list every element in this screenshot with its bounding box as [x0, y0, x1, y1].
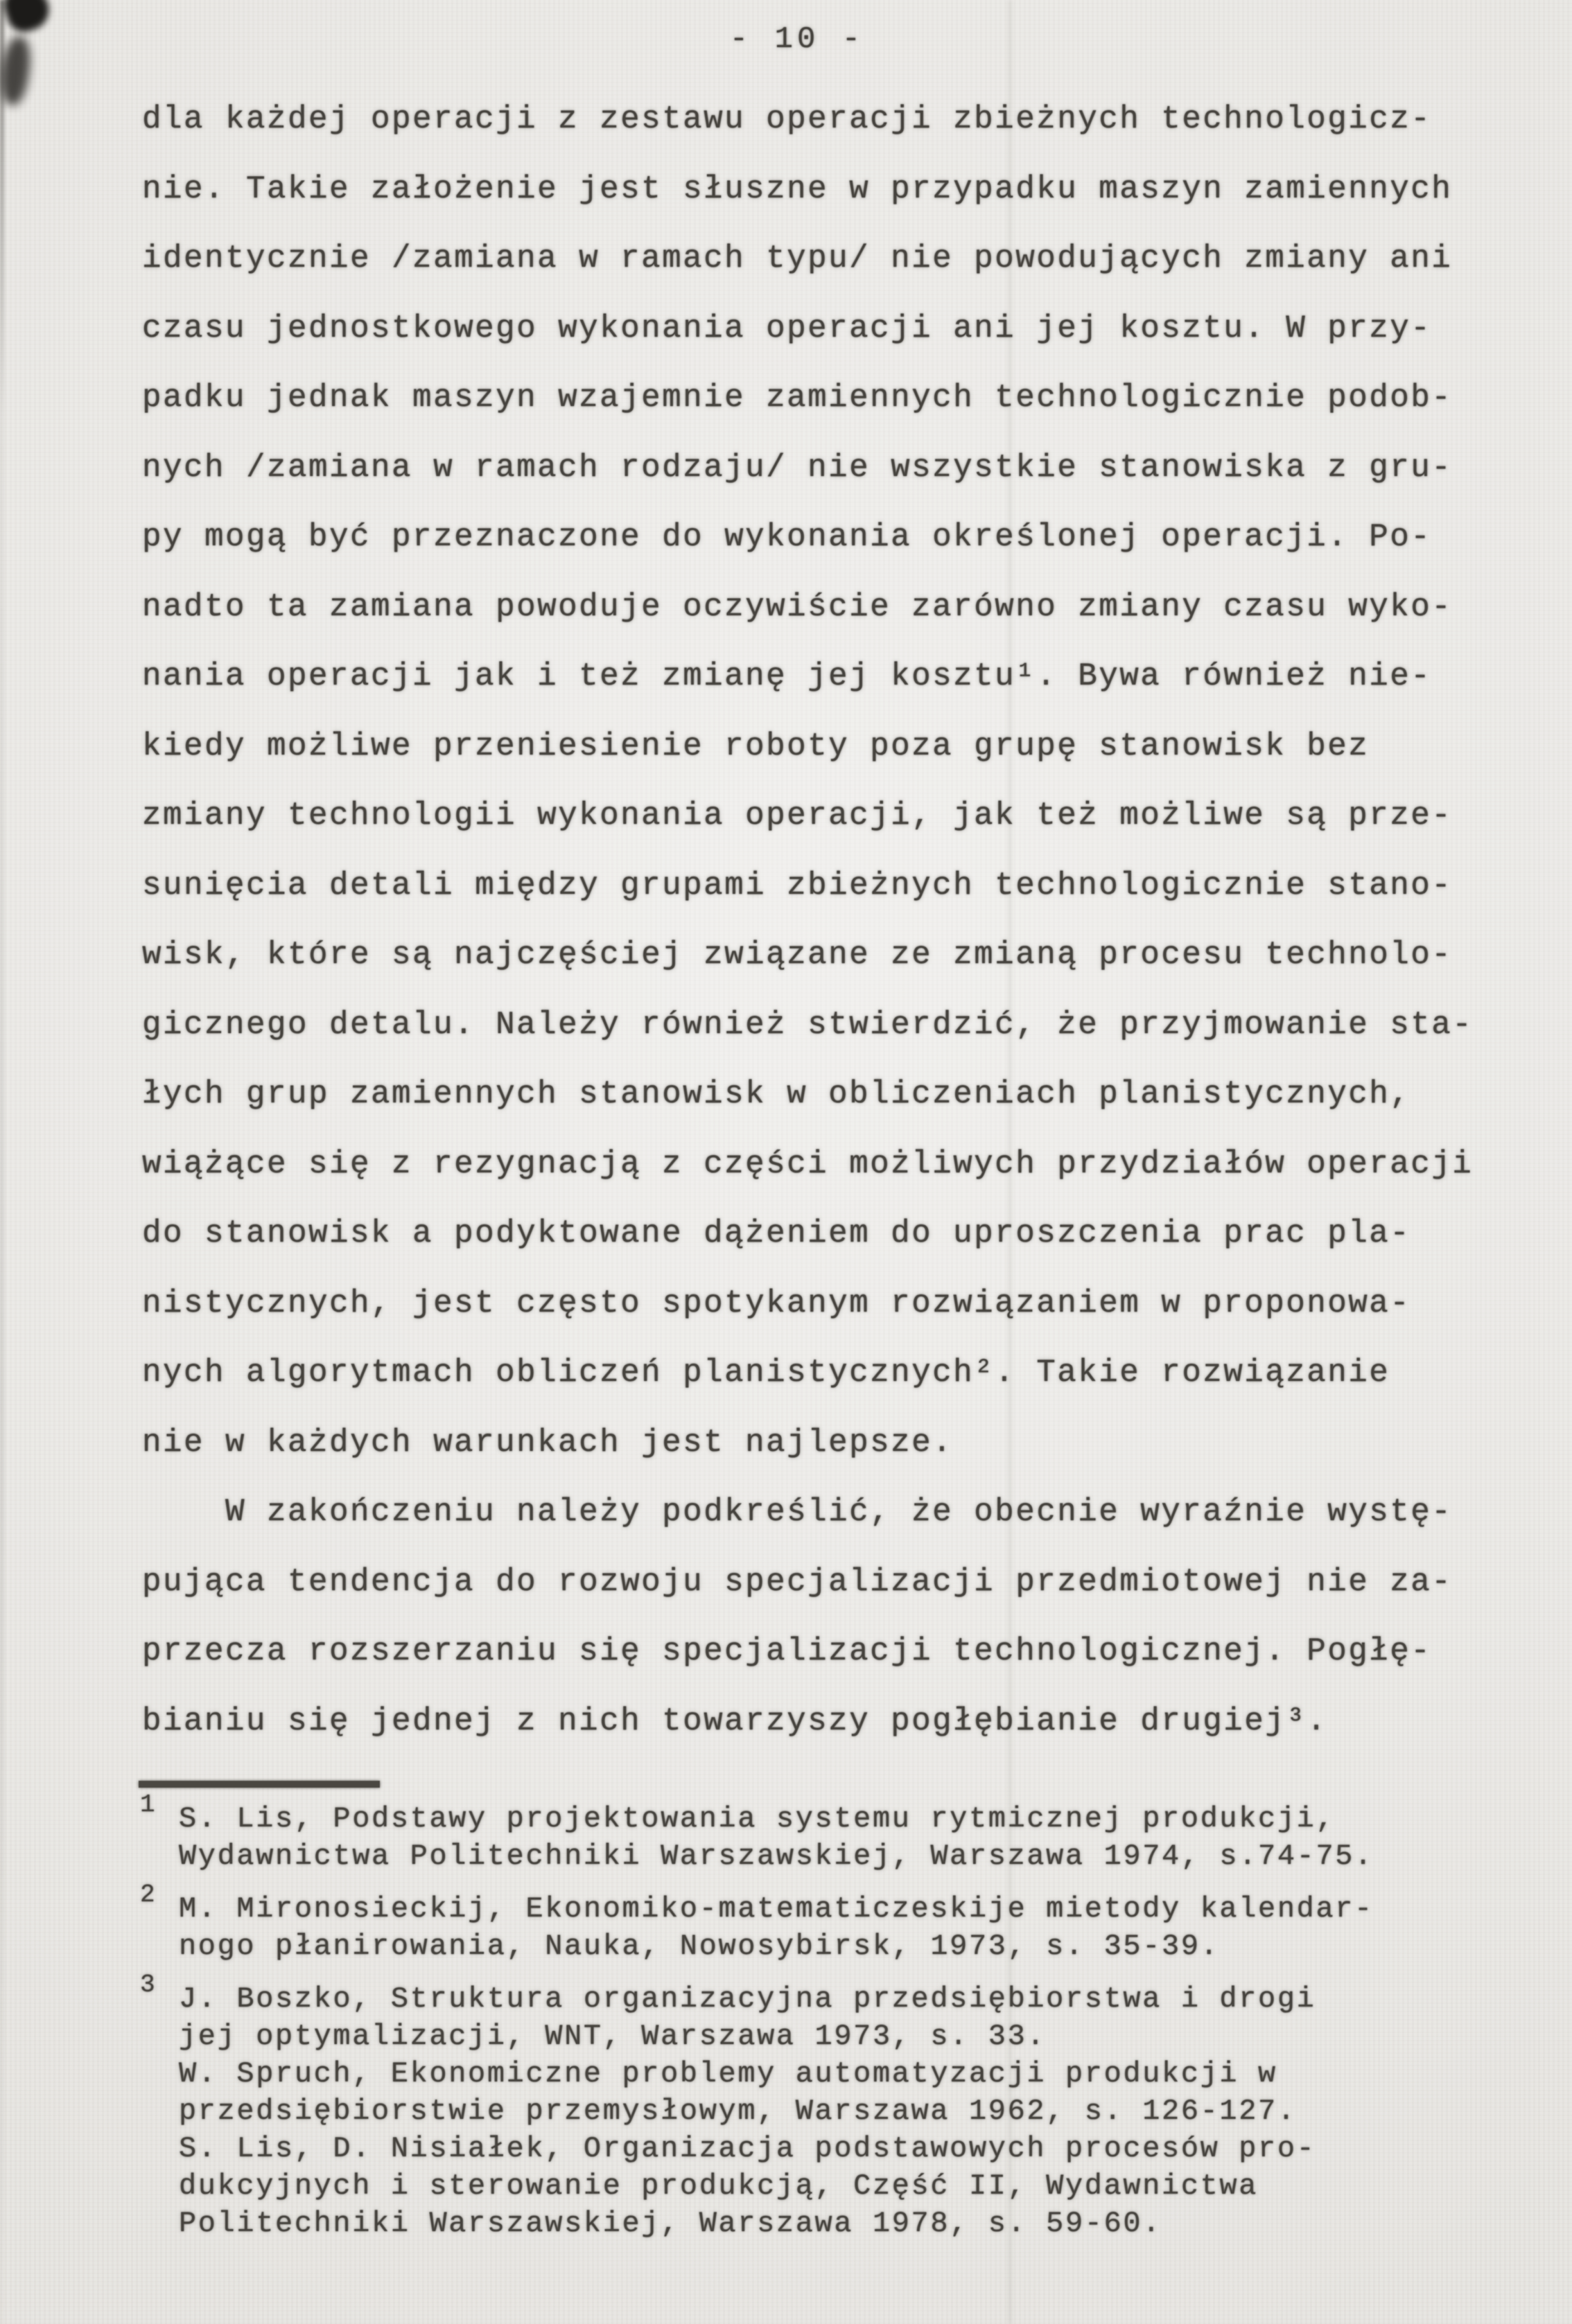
footnote-line: S. Lis, Podstawy projektowania systemu rytmicznej produkcji,	[179, 1802, 1336, 1836]
text-line: nistycznych, jest często spotykanym rozwiązaniem w proponowa-	[142, 1285, 1411, 1321]
body-text	[142, 85, 1501, 1756]
footnote-item	[140, 1881, 1537, 1965]
text-line: zmiany technologii wykonania operacji, jak też możliwe są prze-	[142, 798, 1453, 834]
text-line: wiążące się z rezygnacją z części możliwych przydziałów operacji	[142, 1145, 1474, 1182]
text-line: nania operacji jak i też zmianę jej kosztu¹. Bywa również nie-	[142, 658, 1432, 694]
text-line: nadto ta zamiana powoduje oczywiście zarówno zmiany czasu wyko-	[142, 588, 1453, 625]
text-line: do stanowisk a podyktowane dążeniem do uproszczenia prac pla-	[142, 1215, 1411, 1251]
footnote-line: nogo płanirowania, Nauka, Nowosybirsk, 1973, s. 35-39.	[179, 1930, 1220, 1963]
footnotes	[140, 1790, 1537, 2257]
footnote-line: W. Spruch, Ekonomiczne problemy automatyzacji produkcji w	[179, 2057, 1277, 2090]
text-line: pująca tendencja do rozwoju specjalizacji przedmiotowej nie za-	[142, 1563, 1453, 1600]
text-line: W zakończeniu należy podkreślić, że obecnie wyraźnie wystę-	[142, 1494, 1453, 1530]
text-line: kiedy możliwe przeniesienie roboty poza grupę stanowisk bez	[142, 728, 1370, 764]
text-line: nych /zamiana w ramach rodzaju/ nie wszystkie stanowiska z gru-	[142, 449, 1453, 486]
text-line: gicznego detalu. Należy również stwierdzić, że przyjmowanie sta-	[142, 1006, 1474, 1043]
scan-edge-shadow	[0, 0, 4, 2324]
footnote-separator-rule	[139, 1781, 380, 1788]
text-line: bianiu się jednej z nich towarzyszy pogłębianie drugiej³.	[142, 1702, 1328, 1739]
text-line: identycznie /zamiana w ramach typu/ nie powodujących zmiany ani	[142, 240, 1453, 276]
text-line: przecza rozszerzaniu się specjalizacji technologicznej. Pogłę-	[142, 1633, 1432, 1669]
text-line: padku jednak maszyn wzajemnie zamiennych technologicznie podob-	[142, 380, 1453, 416]
footnote-line: przedsiębiorstwie przemysłowym, Warszawa 1962, s. 126-127.	[179, 2095, 1297, 2128]
text-line: dla każdej operacji z zestawu operacji zbieżnych technologicz-	[142, 101, 1432, 137]
footnote-line: M. Mironosieckij, Ekonomiko-matematiczeskije mietody kalendar-	[179, 1892, 1374, 1926]
text-line: sunięcia detali między grupami zbieżnych technologicznie stano-	[142, 867, 1453, 904]
footnote-line: Politechniki Warszawskiej, Warszawa 1978, s. 59-60.	[179, 2207, 1162, 2240]
text-line: nie. Takie założenie jest słuszne w przypadku maszyn zamiennych	[142, 170, 1453, 207]
footnote-item	[140, 1971, 1537, 2242]
text-line: czasu jednostkowego wykonania operacji ani jej kosztu. W przy-	[142, 310, 1432, 346]
footnote-line: J. Boszko, Struktura organizacyjna przedsiębiorstwa i drogi	[179, 1982, 1316, 2016]
footnote-marker: 3	[140, 1971, 155, 1999]
text-line: łych grup zamiennych stanowisk w obliczeniach planistycznych,	[142, 1076, 1411, 1112]
text-line: nych algorytmach obliczeń planistycznych². Takie rozwiązanie	[142, 1355, 1390, 1391]
footnote-line: Wydawnictwa Politechniki Warszawskiej, Warszawa 1974, s.74-75.	[179, 1840, 1374, 1873]
text-line: nie w każdych warunkach jest najlepsze.	[142, 1424, 954, 1461]
text-line: wisk, które są najczęściej związane ze zmianą procesu technolo-	[142, 937, 1453, 973]
footnote-line: dukcyjnych i sterowanie produkcją, Część II, Wydawnictwa	[179, 2169, 1259, 2203]
footnote-marker: 1	[140, 1790, 155, 1819]
footnote-item	[140, 1790, 1537, 1875]
footnote-marker: 2	[140, 1881, 155, 1909]
text-line: py mogą być przeznaczone do wykonania określonej operacji. Po-	[142, 519, 1432, 555]
footnote-line: S. Lis, D. Nisiałek, Organizacja podstawowych procesów pro-	[179, 2132, 1316, 2165]
page-number: - 10 -	[729, 22, 865, 57]
footnote-line: jej optymalizacji, WNT, Warszawa 1973, s. 33.	[179, 2020, 1047, 2053]
